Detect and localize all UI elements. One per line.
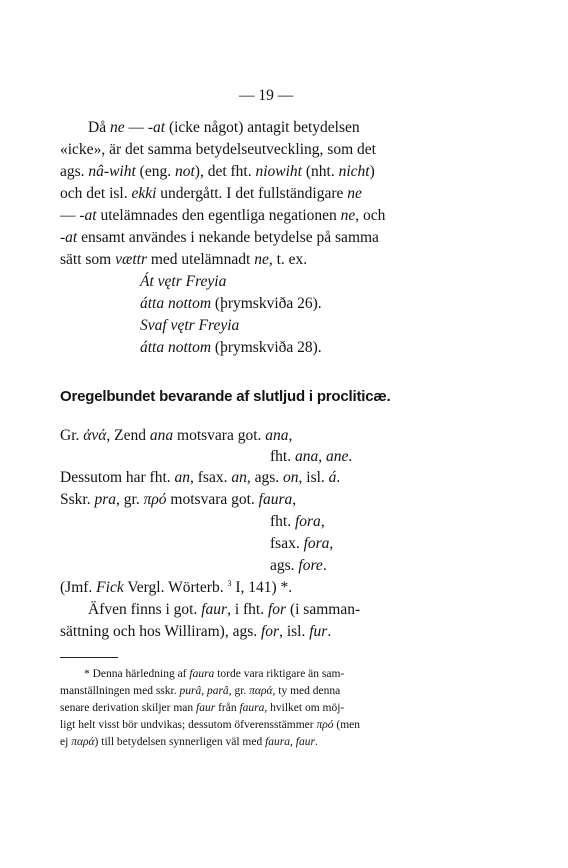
italic-term: fore: [298, 557, 323, 574]
italic-term: παρά: [249, 685, 273, 697]
text-line: sättning och hos Williram), ags. for, isl. fur.: [60, 623, 332, 640]
italic-term: for: [267, 601, 287, 618]
superscript: 3: [227, 578, 232, 588]
italic-term: an: [231, 469, 247, 486]
footnote-line: ligt helt visst bör undvikas; dessutom öfverensstämmer πρό (men: [60, 719, 361, 731]
italic-term: fora: [294, 513, 321, 530]
italic-term: fora: [303, 535, 330, 552]
italic-term: faur: [196, 702, 216, 714]
italic-term: faura: [258, 491, 293, 508]
italic-term: Svaf vętr Freyia: [140, 317, 240, 334]
italic-term: -at: [147, 119, 166, 136]
italic-term: parâ: [206, 685, 229, 697]
page-number: — 19 —: [239, 87, 294, 104]
italic-term: ane: [325, 448, 349, 465]
text-line: Äfven finns i got. faur, i fht. for (i samman-: [88, 601, 361, 618]
italic-term: ana: [149, 427, 174, 444]
italic-term: faur: [201, 601, 228, 618]
italic-term: Át vętr Freyia: [140, 273, 227, 290]
italic-term: ana: [294, 448, 319, 465]
text-line: fht. fora,: [270, 513, 325, 530]
text-line: «icke», är det samma betydelseutveckling, som det: [60, 141, 376, 158]
footnote-line: ej παρά) till betydelsen synnerligen väl med faura, faur.: [60, 736, 318, 748]
text-line: och det isl. ekki undergått. I det fullständigare ne: [60, 185, 362, 202]
italic-term: nâ-wiht: [88, 163, 136, 180]
text-line: Sskr. pra, gr. πρό motsvara got. faura,: [60, 491, 297, 508]
verse-line: átta nottom (þrymskviða 26).: [140, 295, 322, 312]
italic-term: fur: [309, 623, 328, 640]
italic-term: faura: [239, 702, 265, 714]
italic-term: for: [261, 623, 280, 640]
footnote-line: manställningen med sskr. purâ, parâ, gr. παρά, ty med denna: [60, 685, 341, 697]
italic-term: nicht: [338, 163, 370, 180]
italic-term: faura: [265, 736, 291, 748]
italic-term: á: [328, 469, 337, 486]
italic-term: πρό: [143, 491, 167, 508]
section-heading: Oregelbundet bevarande af slutljud i procliticæ.: [60, 388, 391, 405]
italic-term: átta nottom: [140, 295, 212, 312]
verse-line: [140, 272, 226, 292]
text-line: ags. fore.: [270, 557, 327, 574]
italic-term: faur: [295, 736, 315, 748]
italic-term: Fick: [96, 579, 124, 596]
italic-term: ekki: [131, 185, 157, 202]
footnote-line: senare derivation skiljer man faur från faura, hvilket om möj-: [60, 702, 345, 714]
text-line: ags. nâ-wiht (eng. not), det fht. niowiht (nht. nicht): [60, 163, 375, 180]
italic-term: an: [174, 469, 191, 486]
italic-term: πρό: [316, 719, 334, 731]
verse-line: átta nottom (þrymskviða 28).: [140, 339, 322, 356]
italic-term: ἀνά: [83, 427, 107, 444]
text-line: (Jmf. Fick Vergl. Wörterb. $^3$ I, 141) *.: [60, 578, 293, 596]
verse-line: [140, 316, 239, 336]
italic-term: on: [283, 469, 299, 486]
italic-term: pra: [94, 491, 117, 508]
italic-term: ana: [265, 427, 289, 444]
italic-term: not: [174, 163, 195, 180]
italic-term: -at: [79, 207, 97, 224]
footnote-rule: [60, 657, 118, 658]
italic-term: átta nottom: [140, 339, 212, 356]
footnote-line: * Denna härledning af faura torde vara riktigare än sam-: [84, 668, 345, 680]
text-line: fsax. fora,: [270, 535, 334, 552]
italic-term: niowiht: [255, 163, 302, 180]
text-line: Då ne — -at (icke något) antagit betydelsen: [88, 119, 360, 136]
text-line: Gr. ἀνά, Zend ana motsvara got. ana,: [60, 427, 293, 444]
italic-term: παρά: [71, 736, 95, 748]
italic-term: -at: [60, 229, 78, 246]
italic-term: purâ: [179, 685, 202, 697]
italic-term: ne: [340, 207, 356, 224]
text-line: sätt som vættr med utelämnadt ne, t. ex.: [60, 251, 308, 268]
italic-term: vættr: [115, 251, 147, 268]
text-line: fht. ana, ane.: [270, 448, 353, 465]
italic-term: ne: [254, 251, 269, 268]
text-line: -at ensamt användes i nekande betydelse på samma: [60, 229, 379, 246]
text-line: Dessutom har fht. an, fsax. an, ags. on, isl. á.: [60, 469, 341, 486]
italic-term: ne: [347, 185, 362, 202]
italic-term: faura: [189, 668, 215, 680]
text-line: — -at utelämnades den egentliga negationen ne, och: [60, 207, 386, 224]
italic-term: ne: [109, 119, 125, 136]
